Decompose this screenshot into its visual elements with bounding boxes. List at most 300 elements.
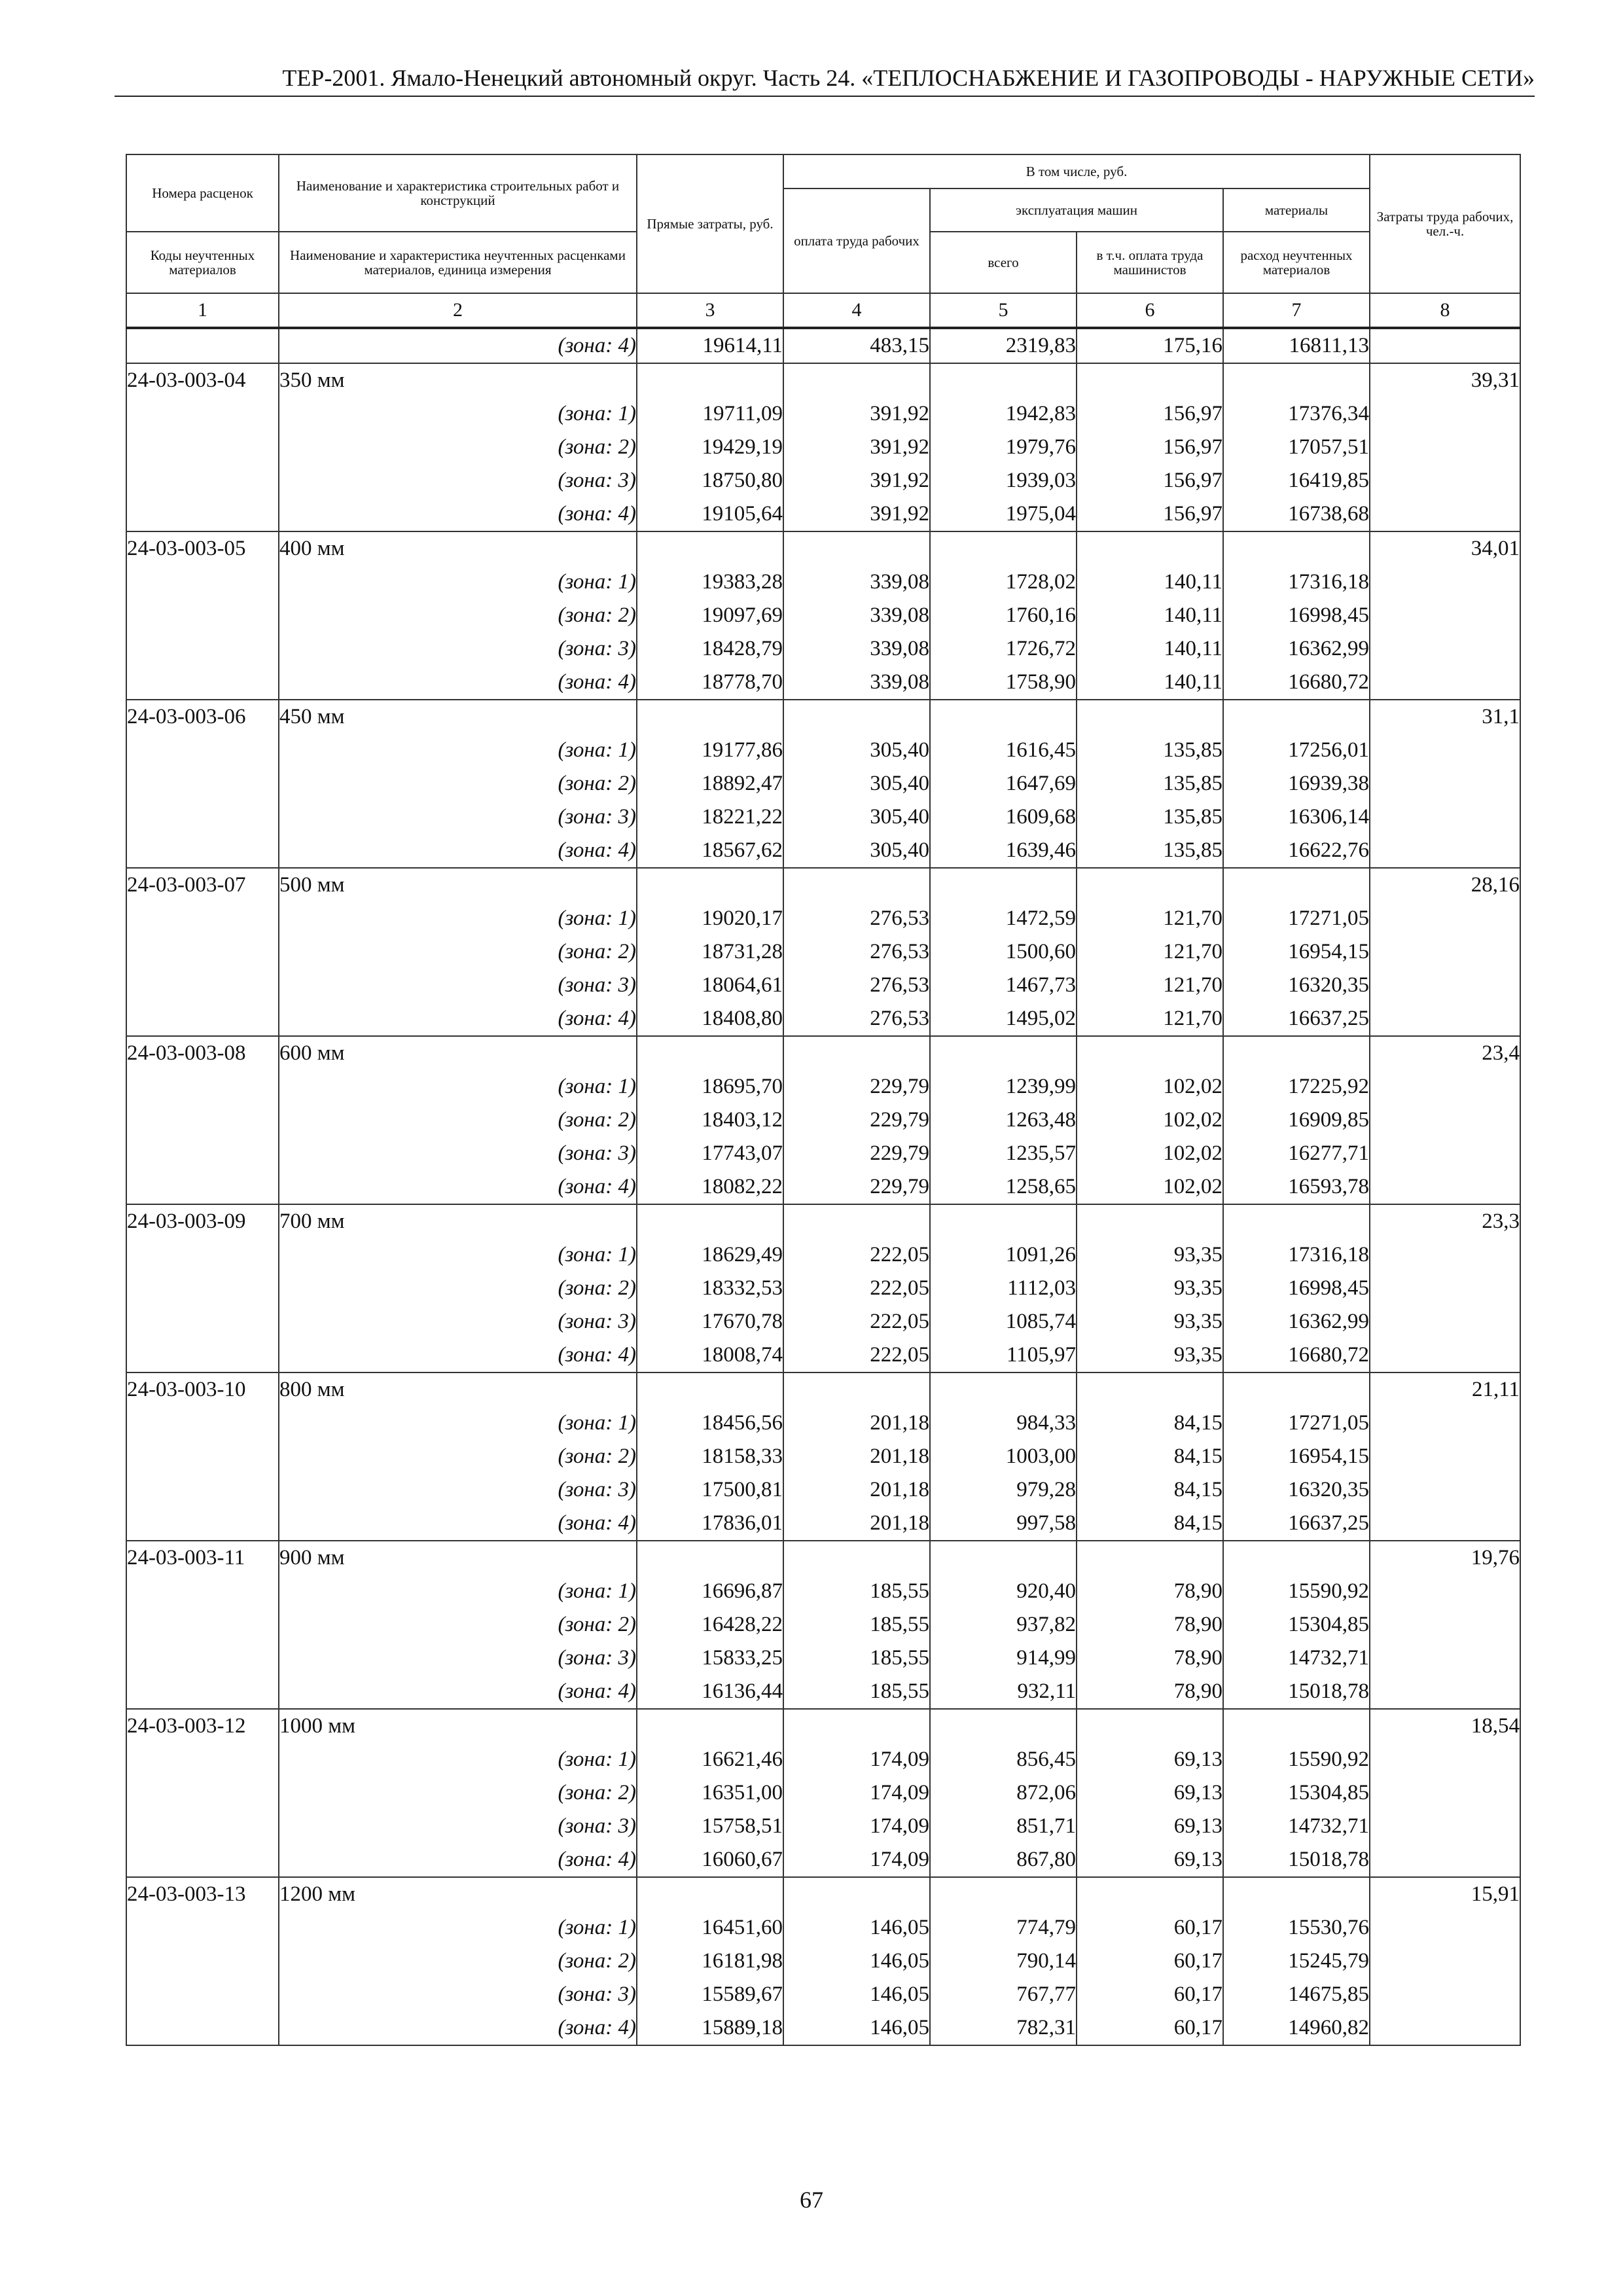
empty-cell: [126, 1473, 279, 1507]
rate-name: 1000 мм: [279, 1709, 637, 1743]
labor-cost: 34,01: [1370, 531, 1520, 565]
empty-cell: [1370, 1843, 1520, 1877]
empty-cell: [637, 1877, 783, 1911]
col-number: 8: [1370, 293, 1520, 328]
empty-cell: [1223, 1036, 1370, 1070]
empty-cell: [1370, 1911, 1520, 1945]
wages-value: 174,09: [783, 1743, 930, 1776]
direct-costs-value: 15758,51: [637, 1810, 783, 1843]
empty-cell: [126, 497, 279, 531]
machinist-wages-value: 60,17: [1077, 1911, 1223, 1945]
machinist-wages-value: 102,02: [1077, 1137, 1223, 1170]
materials-value: 16622,76: [1223, 834, 1370, 868]
materials-value: 16909,85: [1223, 1103, 1370, 1137]
zone-label: (зона: 4): [279, 1002, 637, 1036]
empty-cell: [1370, 1170, 1520, 1204]
machines-value: 937,82: [930, 1608, 1077, 1641]
machinist-wages-value: 121,70: [1077, 935, 1223, 969]
rate-row: [126, 1541, 1520, 1575]
empty-cell: [1370, 1103, 1520, 1137]
empty-cell: [126, 1305, 279, 1338]
empty-cell: [126, 1507, 279, 1541]
zone-row: [126, 1305, 1520, 1338]
machines-value: 767,77: [930, 1978, 1077, 2011]
machinist-wages-value: 135,85: [1077, 834, 1223, 868]
zone-row: [126, 666, 1520, 700]
rate-row: [126, 1036, 1520, 1070]
rate-code: 24-03-003-06: [126, 700, 279, 734]
zone-label: (зона: 1): [279, 1238, 637, 1272]
zone-label: (зона: 3): [279, 969, 637, 1002]
wages-value: 222,05: [783, 1338, 930, 1372]
materials-value: 16593,78: [1223, 1170, 1370, 1204]
empty-cell: [1370, 1675, 1520, 1709]
materials-value: 15304,85: [1223, 1776, 1370, 1810]
empty-cell: [637, 1372, 783, 1407]
zone-label: (зона: 3): [279, 464, 637, 497]
col-number: 3: [637, 293, 783, 328]
header-wages: оплата труда рабочих: [783, 188, 930, 293]
header-materials: материалы: [1223, 188, 1370, 232]
zone-row: [126, 1743, 1520, 1776]
header-machines-total: всего: [930, 232, 1077, 293]
empty-cell: [126, 800, 279, 834]
machinist-wages-value: 135,85: [1077, 800, 1223, 834]
col-number: 7: [1223, 293, 1370, 328]
direct-costs-value: 16136,44: [637, 1675, 783, 1709]
direct-costs-value: 19711,09: [637, 397, 783, 431]
wages-value: 339,08: [783, 666, 930, 700]
zone-label: (зона: 2): [279, 767, 637, 800]
zone-label: (зона: 3): [279, 1810, 637, 1843]
machines-value: 872,06: [930, 1776, 1077, 1810]
labor-cost: 15,91: [1370, 1877, 1520, 1911]
empty-cell: [1370, 599, 1520, 632]
empty-cell: [1223, 1372, 1370, 1407]
wages-value: 339,08: [783, 632, 930, 666]
empty-cell: [126, 1911, 279, 1945]
zone-label: (зона: 4): [279, 1843, 637, 1877]
zone-row: [126, 1911, 1520, 1945]
materials-value: 16954,15: [1223, 935, 1370, 969]
zone-label: (зона: 3): [279, 1305, 637, 1338]
zone-row: [126, 935, 1520, 969]
col-number: 5: [930, 293, 1077, 328]
materials-value: 15304,85: [1223, 1608, 1370, 1641]
zone-row: [126, 1810, 1520, 1843]
zone-label: (зона: 1): [279, 1575, 637, 1608]
empty-cell: [1077, 1204, 1223, 1238]
empty-cell: [1370, 1575, 1520, 1608]
empty-cell: [930, 700, 1077, 734]
wages-value: 201,18: [783, 1507, 930, 1541]
materials-value: 16362,99: [1223, 632, 1370, 666]
wages-value: 174,09: [783, 1843, 930, 1877]
machines-value: 1263,48: [930, 1103, 1077, 1137]
empty-cell: [783, 868, 930, 902]
empty-cell: [126, 1810, 279, 1843]
wages-value: 185,55: [783, 1641, 930, 1675]
rate-code: 24-03-003-04: [126, 363, 279, 397]
rate-row: [126, 1709, 1520, 1743]
zone-row: [126, 1272, 1520, 1305]
direct-costs-value: 16451,60: [637, 1911, 783, 1945]
header-machinist-wages: в т.ч. оплата труда машинистов: [1077, 232, 1223, 293]
empty-cell: [1370, 464, 1520, 497]
rate-code: 24-03-003-13: [126, 1877, 279, 1911]
empty-cell: [783, 1372, 930, 1407]
machinist-wages-value: 156,97: [1077, 431, 1223, 464]
materials-value: 15590,92: [1223, 1575, 1370, 1608]
empty-cell: [1370, 666, 1520, 700]
zone-label: (зона: 3): [279, 1641, 637, 1675]
machinist-wages-value: 69,13: [1077, 1743, 1223, 1776]
machines-value: 2319,83: [930, 328, 1077, 363]
empty-cell: [637, 1036, 783, 1070]
labor-cost: 21,11: [1370, 1372, 1520, 1407]
zone-row: [126, 1641, 1520, 1675]
materials-value: 16954,15: [1223, 1440, 1370, 1473]
materials-value: 16811,13: [1223, 328, 1370, 363]
empty-cell: [1370, 328, 1520, 363]
rate-row: [126, 868, 1520, 902]
machines-value: 979,28: [930, 1473, 1077, 1507]
materials-value: 17271,05: [1223, 1407, 1370, 1440]
materials-value: 16637,25: [1223, 1507, 1370, 1541]
empty-cell: [1370, 935, 1520, 969]
zone-label: (зона: 4): [279, 497, 637, 531]
col-number: 6: [1077, 293, 1223, 328]
materials-value: 16419,85: [1223, 464, 1370, 497]
empty-cell: [1370, 431, 1520, 464]
header-work-name: Наименование и характеристика строительных работ и конструкций: [279, 154, 637, 232]
empty-cell: [1077, 1541, 1223, 1575]
machinist-wages-value: 84,15: [1077, 1507, 1223, 1541]
materials-value: 17316,18: [1223, 1238, 1370, 1272]
zone-row: [126, 800, 1520, 834]
empty-cell: [126, 599, 279, 632]
direct-costs-value: 16621,46: [637, 1743, 783, 1776]
materials-value: 15018,78: [1223, 1675, 1370, 1709]
empty-cell: [930, 1877, 1077, 1911]
machines-value: 1112,03: [930, 1272, 1077, 1305]
labor-cost: 19,76: [1370, 1541, 1520, 1575]
header-direct-costs: Прямые затраты, руб.: [637, 154, 783, 293]
empty-cell: [1370, 734, 1520, 767]
zone-label: (зона: 2): [279, 935, 637, 969]
zone-label: (зона: 3): [279, 1473, 637, 1507]
machinist-wages-value: 121,70: [1077, 969, 1223, 1002]
zone-row: [126, 767, 1520, 800]
direct-costs-value: 18332,53: [637, 1272, 783, 1305]
machines-value: 867,80: [930, 1843, 1077, 1877]
rate-row: [126, 1204, 1520, 1238]
empty-cell: [1370, 1407, 1520, 1440]
zone-row: [126, 1575, 1520, 1608]
machinist-wages-value: 135,85: [1077, 767, 1223, 800]
empty-cell: [1077, 1877, 1223, 1911]
direct-costs-value: 18750,80: [637, 464, 783, 497]
machinist-wages-value: 140,11: [1077, 632, 1223, 666]
wages-value: 276,53: [783, 935, 930, 969]
zone-label: (зона: 2): [279, 1440, 637, 1473]
empty-cell: [126, 1170, 279, 1204]
machines-value: 932,11: [930, 1675, 1077, 1709]
materials-value: 16939,38: [1223, 767, 1370, 800]
zone-label: (зона: 4): [279, 666, 637, 700]
zone-row: [126, 902, 1520, 935]
empty-cell: [126, 935, 279, 969]
empty-cell: [126, 1575, 279, 1608]
machines-value: 782,31: [930, 2011, 1077, 2045]
zone-row: [126, 632, 1520, 666]
zone-label: (зона: 3): [279, 1978, 637, 2011]
rate-row: [126, 700, 1520, 734]
rate-code: 24-03-003-09: [126, 1204, 279, 1238]
direct-costs-value: 17836,01: [637, 1507, 783, 1541]
empty-cell: [783, 1541, 930, 1575]
empty-cell: [930, 1709, 1077, 1743]
empty-cell: [1370, 1002, 1520, 1036]
empty-cell: [126, 902, 279, 935]
empty-cell: [930, 363, 1077, 397]
machines-value: 1609,68: [930, 800, 1077, 834]
zone-label: (зона: 2): [279, 1608, 637, 1641]
zone-label: (зона: 1): [279, 902, 637, 935]
materials-value: 17057,51: [1223, 431, 1370, 464]
empty-cell: [126, 1675, 279, 1709]
wages-value: 201,18: [783, 1407, 930, 1440]
zone-row: [126, 1473, 1520, 1507]
empty-cell: [126, 397, 279, 431]
empty-cell: [930, 531, 1077, 565]
wages-value: 276,53: [783, 1002, 930, 1036]
machinist-wages-value: 175,16: [1077, 328, 1223, 363]
empty-cell: [126, 1238, 279, 1272]
zone-row: [126, 1338, 1520, 1372]
rate-row: [126, 363, 1520, 397]
wages-value: 174,09: [783, 1810, 930, 1843]
wages-value: 146,05: [783, 1911, 930, 1945]
zone-label: (зона: 2): [279, 1945, 637, 1978]
header-materials-unaccounted: расход неучтенных материалов: [1223, 232, 1370, 293]
empty-cell: [126, 1641, 279, 1675]
empty-cell: [783, 531, 930, 565]
empty-cell: [1370, 1137, 1520, 1170]
wages-value: 174,09: [783, 1776, 930, 1810]
materials-value: 17256,01: [1223, 734, 1370, 767]
machines-value: 774,79: [930, 1911, 1077, 1945]
zone-label: (зона: 4): [279, 328, 637, 363]
empty-cell: [1223, 700, 1370, 734]
materials-value: 16637,25: [1223, 1002, 1370, 1036]
empty-cell: [1370, 565, 1520, 599]
empty-cell: [783, 1204, 930, 1238]
empty-cell: [126, 431, 279, 464]
machinist-wages-value: 156,97: [1077, 497, 1223, 531]
rate-name: 400 мм: [279, 531, 637, 565]
direct-costs-value: 15833,25: [637, 1641, 783, 1675]
empty-cell: [126, 834, 279, 868]
direct-costs-value: 19020,17: [637, 902, 783, 935]
empty-cell: [783, 363, 930, 397]
machines-value: 1467,73: [930, 969, 1077, 1002]
empty-cell: [1223, 1541, 1370, 1575]
empty-cell: [637, 1204, 783, 1238]
direct-costs-value: 18567,62: [637, 834, 783, 868]
zone-row: [126, 2011, 1520, 2045]
wages-value: 276,53: [783, 969, 930, 1002]
wages-value: 201,18: [783, 1440, 930, 1473]
empty-cell: [637, 531, 783, 565]
wages-value: 222,05: [783, 1305, 930, 1338]
empty-cell: [1370, 632, 1520, 666]
empty-cell: [1370, 2011, 1520, 2045]
rate-name: 900 мм: [279, 1541, 637, 1575]
wages-value: 146,05: [783, 2011, 930, 2045]
wages-value: 391,92: [783, 431, 930, 464]
machinist-wages-value: 78,90: [1077, 1608, 1223, 1641]
direct-costs-value: 18629,49: [637, 1238, 783, 1272]
machines-value: 1728,02: [930, 565, 1077, 599]
labor-cost: 28,16: [1370, 868, 1520, 902]
machinist-wages-value: 93,35: [1077, 1338, 1223, 1372]
empty-cell: [637, 1541, 783, 1575]
empty-cell: [930, 1541, 1077, 1575]
machinist-wages-value: 156,97: [1077, 397, 1223, 431]
empty-cell: [1370, 1440, 1520, 1473]
wages-value: 391,92: [783, 397, 930, 431]
machines-value: 997,58: [930, 1507, 1077, 1541]
direct-costs-value: 16351,00: [637, 1776, 783, 1810]
rate-code: 24-03-003-12: [126, 1709, 279, 1743]
materials-value: 15590,92: [1223, 1743, 1370, 1776]
zone-row: [126, 1070, 1520, 1103]
rate-name: 1200 мм: [279, 1877, 637, 1911]
materials-value: 16320,35: [1223, 969, 1370, 1002]
machinist-wages-value: 78,90: [1077, 1675, 1223, 1709]
header-including: В том числе, руб.: [783, 154, 1370, 188]
rate-code: 24-03-003-08: [126, 1036, 279, 1070]
zone-label: (зона: 4): [279, 2011, 637, 2045]
zone-label: (зона: 2): [279, 1776, 637, 1810]
empty-cell: [637, 700, 783, 734]
rate-code: 24-03-003-07: [126, 868, 279, 902]
zone-row: [126, 1407, 1520, 1440]
direct-costs-value: 16060,67: [637, 1843, 783, 1877]
rate-row: [126, 1877, 1520, 1911]
empty-cell: [126, 1272, 279, 1305]
zone-row: [126, 1103, 1520, 1137]
rate-name: 800 мм: [279, 1372, 637, 1407]
machines-value: 1639,46: [930, 834, 1077, 868]
empty-cell: [1370, 1641, 1520, 1675]
materials-value: 16680,72: [1223, 1338, 1370, 1372]
zone-label: (зона: 4): [279, 1507, 637, 1541]
wages-value: 483,15: [783, 328, 930, 363]
materials-value: 16998,45: [1223, 599, 1370, 632]
machinist-wages-value: 121,70: [1077, 902, 1223, 935]
empty-cell: [930, 868, 1077, 902]
empty-cell: [126, 734, 279, 767]
empty-cell: [1370, 497, 1520, 531]
empty-cell: [637, 868, 783, 902]
machinist-wages-value: 84,15: [1077, 1473, 1223, 1507]
zone-row: [126, 1238, 1520, 1272]
labor-cost: 23,4: [1370, 1036, 1520, 1070]
materials-value: 16362,99: [1223, 1305, 1370, 1338]
wages-value: 222,05: [783, 1272, 930, 1305]
machines-value: 790,14: [930, 1945, 1077, 1978]
empty-cell: [1223, 363, 1370, 397]
materials-value: 16277,71: [1223, 1137, 1370, 1170]
zone-label: (зона: 3): [279, 800, 637, 834]
zone-row: [126, 1843, 1520, 1877]
zone-label: (зона: 4): [279, 1675, 637, 1709]
direct-costs-value: 15589,67: [637, 1978, 783, 2011]
materials-value: 17316,18: [1223, 565, 1370, 599]
zone-row: [126, 834, 1520, 868]
rate-row: [126, 531, 1520, 565]
table-header: [126, 154, 1520, 328]
empty-cell: [1370, 1338, 1520, 1372]
machinist-wages-value: 69,13: [1077, 1776, 1223, 1810]
machines-value: 1495,02: [930, 1002, 1077, 1036]
materials-value: 17271,05: [1223, 902, 1370, 935]
header-machines: эксплуатация машин: [930, 188, 1223, 232]
zone-label: (зона: 1): [279, 734, 637, 767]
wages-value: 185,55: [783, 1675, 930, 1709]
wages-value: 201,18: [783, 1473, 930, 1507]
materials-value: 15018,78: [1223, 1843, 1370, 1877]
materials-value: 16320,35: [1223, 1473, 1370, 1507]
machines-value: 1942,83: [930, 397, 1077, 431]
empty-cell: [1077, 1709, 1223, 1743]
empty-cell: [1370, 1473, 1520, 1507]
header-material-codes: Коды неучтенных материалов: [126, 232, 279, 293]
machines-value: 1726,72: [930, 632, 1077, 666]
empty-cell: [1370, 767, 1520, 800]
empty-cell: [1077, 868, 1223, 902]
direct-costs-value: 19105,64: [637, 497, 783, 531]
empty-cell: [1223, 1877, 1370, 1911]
machinist-wages-value: 102,02: [1077, 1070, 1223, 1103]
machines-value: 920,40: [930, 1575, 1077, 1608]
direct-costs-value: 18221,22: [637, 800, 783, 834]
zone-label: (зона: 1): [279, 565, 637, 599]
rate-name: 600 мм: [279, 1036, 637, 1070]
direct-costs-value: 18695,70: [637, 1070, 783, 1103]
materials-value: 15530,76: [1223, 1911, 1370, 1945]
empty-cell: [1370, 397, 1520, 431]
empty-cell: [126, 767, 279, 800]
zone-row: [126, 1608, 1520, 1641]
empty-cell: [1370, 902, 1520, 935]
header-rate-numbers: Номера расценок: [126, 154, 279, 232]
direct-costs-value: 19614,11: [637, 328, 783, 363]
direct-costs-value: 19177,86: [637, 734, 783, 767]
empty-cell: [126, 969, 279, 1002]
empty-cell: [126, 1440, 279, 1473]
zone-label: (зона: 4): [279, 1338, 637, 1372]
materials-value: 16738,68: [1223, 497, 1370, 531]
machines-value: 1085,74: [930, 1305, 1077, 1338]
zone-label: (зона: 1): [279, 397, 637, 431]
header-material-names: Наименование и характеристика неучтенных расценками материалов, единица измерения: [279, 232, 637, 293]
zone-label: (зона: 2): [279, 1103, 637, 1137]
zone-row: [126, 1776, 1520, 1810]
empty-cell: [126, 328, 279, 363]
